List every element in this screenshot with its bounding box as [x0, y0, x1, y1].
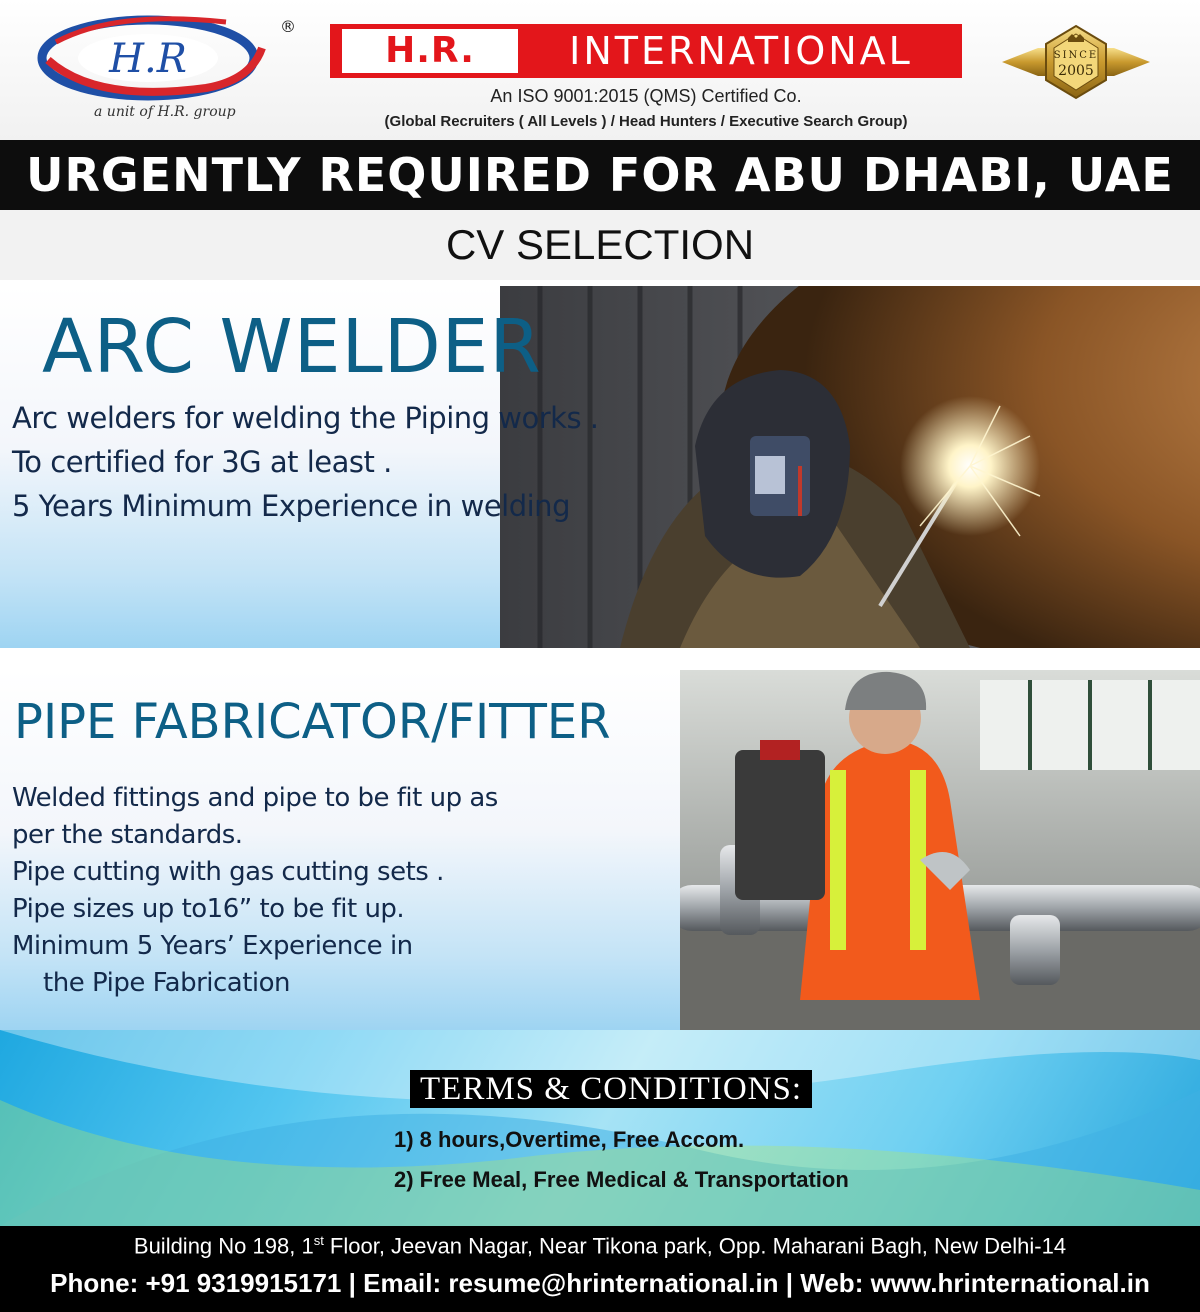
terms-section [0, 1030, 1200, 1226]
brand-wordmark [330, 24, 962, 78]
arc-welder-requirements [12, 396, 599, 528]
since-year: 2005 [1058, 63, 1094, 79]
term-item: 2) Free Meal, Free Medical & Transportation [394, 1167, 849, 1192]
since-badge [998, 22, 1154, 102]
requirement-line: Arc welders for welding the Piping works . [12, 401, 599, 435]
since-label: SINCE [1053, 50, 1099, 61]
logo-mark: H.R [109, 36, 187, 82]
office-address: Building No 198, 1st Floor, Jeevan Nagar, Near Tikona park, Opp. Maharani Bagh, New Delhi-14 [133, 1233, 1067, 1259]
requirement-line: Welded fittings and pipe to be fit up as [12, 783, 498, 813]
header [0, 0, 1200, 140]
terms-heading: TERMS & CONDITIONS: [410, 1070, 812, 1108]
registered-mark: ® [280, 17, 296, 36]
urgent-headline: URGENTLY REQUIRED FOR ABU DHABI, UAE [0, 140, 1200, 210]
requirement-line: 5 Years Minimum Experience in welding [12, 489, 570, 523]
requirement-line: Pipe cutting with gas cutting sets . [12, 857, 444, 887]
recruiter-tagline: (Global Recruiters ( All Levels ) / Head Hunters / Executive Search Group) [384, 113, 908, 130]
hr-swoosh-logo-icon [36, 8, 296, 112]
footer [0, 1226, 1200, 1312]
requirement-line: the Pipe Fabrication [12, 968, 291, 998]
job-section-arc-welder [0, 286, 1200, 648]
job-title-pipe-fabricator: PIPE FABRICATOR/FITTER [14, 694, 611, 750]
iso-certification: An ISO 9001:2015 (QMS) Certified Co. [490, 86, 802, 106]
pipe-fitter-photo [680, 670, 1200, 1030]
contact-details: Phone: +91 9319915171 | Email: resume@hrinternational.in | Web: www.hrinternational.in [50, 1268, 1150, 1298]
requirement-line: To certified for 3G at least . [12, 445, 392, 479]
gold-badge-icon [998, 22, 1154, 102]
requirement-line: Pipe sizes up to16” to be fit up. [12, 894, 405, 924]
term-item: 1) 8 hours,Overtime, Free Accom. [394, 1127, 745, 1152]
brand-hr: H.R. [342, 29, 518, 73]
job-section-pipe-fabricator [0, 670, 1200, 1030]
requirement-line: per the standards. [12, 820, 243, 850]
logo-tagline: a unit of H.R. group [94, 104, 236, 120]
requirement-line: Minimum 5 Years’ Experience in [12, 931, 413, 961]
cv-selection-subheading: CV SELECTION [0, 210, 1200, 280]
pipe-fabricator-requirements [12, 780, 498, 1002]
job-title-arc-welder: ARC WELDER [42, 304, 542, 390]
brand-international: INTERNATIONAL [569, 29, 913, 73]
